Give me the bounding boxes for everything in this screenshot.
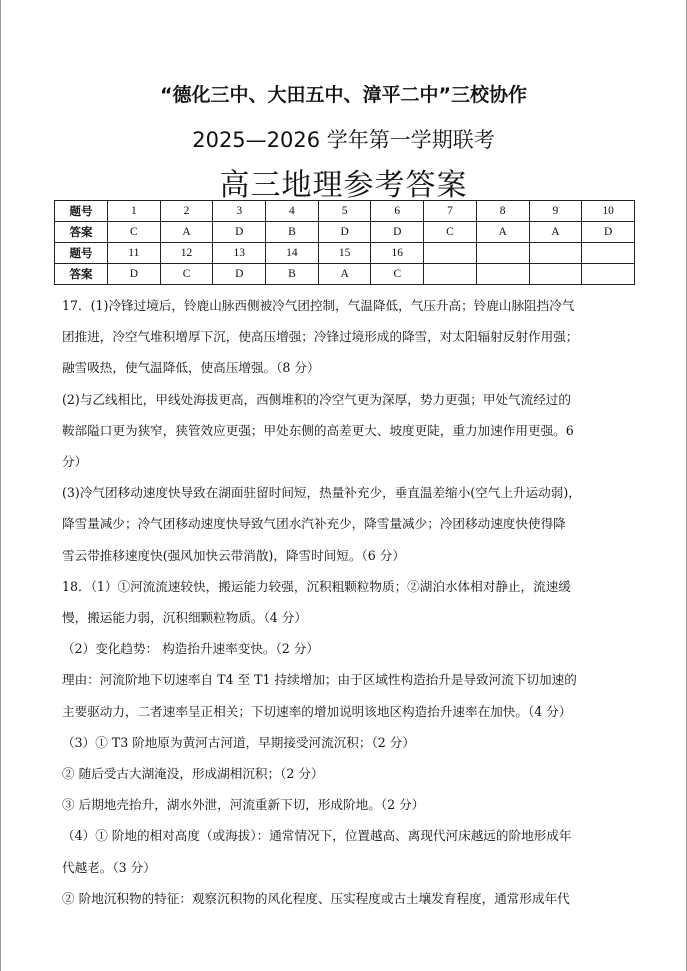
answer-label-cell: 答案 [55,222,108,243]
text-line: (3)冷气团移动速度快导致在湖面驻留时间短，热量补充少，垂直温差缩小(空气上升运动弱)， [62,485,581,501]
text-line: ③ 后期地壳抬升，湖水外泄，河流重新下切，形成阶地。（2 分） [62,797,425,813]
question-number-row [55,243,635,264]
question-number-cell: 4 [266,201,319,222]
answer-row [55,264,635,285]
text-line: 代越老。（3 分） [62,859,156,875]
answer-cell: C [160,264,213,285]
answer-row [55,222,635,243]
question-number-cell: 15 [318,243,371,264]
question-number-cell: 10 [582,201,635,222]
exam-term-title: 2025—2026 学年第一学期联考 [192,128,495,152]
answer-label-cell: 答案 [55,264,108,285]
text-line: 18．（1）①河流流速较快，搬运能力较强，沉积粗颗粒物质；②湖泊水体相对静止，流速缓 [62,578,571,594]
question-number-cell: 16 [371,243,424,264]
question-number-cell: 11 [108,243,161,264]
text-line: ② 随后受古大湖淹没，形成湖相沉积；（2 分） [62,766,324,782]
answer-cell: D [108,264,161,285]
answer-cell: B [266,222,319,243]
text-line: 理由：河流阶地下切速率自 T4 至 T1 持续增加；由于区域性构造抬升是导致河流下切加速的 [62,672,577,688]
question-number-cell: 12 [160,243,213,264]
question-label-cell: 题号 [55,243,108,264]
question-number-cell: 7 [424,201,477,222]
question-number-cell: 3 [213,201,266,222]
question-number-cell [424,243,477,264]
answer-cell: B [266,264,319,285]
answer-cell: D [582,222,635,243]
answer-key-title: 高三地理参考答案 [219,168,468,203]
answer-cell: D [371,222,424,243]
question-label-cell: 题号 [55,201,108,222]
text-line: 雪云带推移速度快(强风加快云带消散)，降雪时间短。（6 分） [62,547,405,563]
text-line: （2）变化趋势： 构造抬升速率变快。（2 分） [62,641,320,657]
question-number-cell [476,243,529,264]
answer-cell: C [424,222,477,243]
text-line: 主要驱动力，二者速率呈正相关；下切速率的增加说明该地区构造抬升速率在加快。（4 分） [62,703,572,719]
question-number-cell: 8 [476,201,529,222]
text-line: ② 阶地沉积物的特征：观察沉积物的风化程度、压实程度或古土壤发育程度，通常形成年代 [62,890,570,906]
text-line: 鞍部隘口更为狭窄，狭管效应更强；甲处东侧的高差更大、坡度更陡，重力加速作用更强。6 [62,422,574,438]
question-number-cell: 6 [371,201,424,222]
question-number-cell: 9 [529,201,582,222]
answer-cell: A [529,222,582,243]
question-number-cell: 13 [213,243,266,264]
answer-cell [476,264,529,285]
text-line: (2)与乙线相比，甲线处海拔更高，西侧堆积的冷空气更为深厚，势力更强；甲处气流经过的 [62,391,571,407]
text-line: 降雪量减少；冷气团移动速度快导致气团水汽补充少，降雪量减少；冷团移动速度快使得降 [62,516,566,532]
school-collaboration-title: “德化三中、大田五中、漳平二中”三校协作 [160,84,527,106]
question-number-cell [582,243,635,264]
text-line: 慢，搬运能力弱，沉积细颗粒物质。（4 分） [62,610,307,626]
text-line: 团推进，冷空气堆积增厚下沉，使高压增强；冷锋过境形成的降雪，对太阳辐射反射作用强； [62,329,579,345]
question-number-cell: 2 [160,201,213,222]
text-line: 17．(1)冷锋过境后，铃鹿山脉西侧被冷气团控制，气温降低，气压升高；铃鹿山脉阻挡冷气 [62,298,575,313]
text-line: （3）① T3 阶地原为黄河古河道，早期接受河流沉积；（2 分） [62,734,415,750]
question-number-cell: 1 [108,201,161,222]
text-line: 融雪吸热，使气温降低，使高压增强。（8 分） [62,360,320,376]
answer-cell [529,264,582,285]
answer-cell: A [160,222,213,243]
answer-explanations [62,290,630,914]
answer-cell: D [213,264,266,285]
answer-cell: D [318,222,371,243]
answer-cell: A [318,264,371,285]
answer-cell: D [213,222,266,243]
text-line: 分） [62,454,88,470]
answer-cell: C [108,222,161,243]
answer-table [54,200,635,285]
question-number-cell [529,243,582,264]
question-number-row [55,201,635,222]
question-number-cell: 5 [318,201,371,222]
answer-cell: A [476,222,529,243]
answer-cell [424,264,477,285]
answer-cell [582,264,635,285]
question-number-cell: 14 [266,243,319,264]
answer-cell: C [371,264,424,285]
text-line: （4）① 阶地的相对高度（或海拔）：通常情况下，位置越高、离现代河床越远的阶地形成年 [62,828,572,844]
